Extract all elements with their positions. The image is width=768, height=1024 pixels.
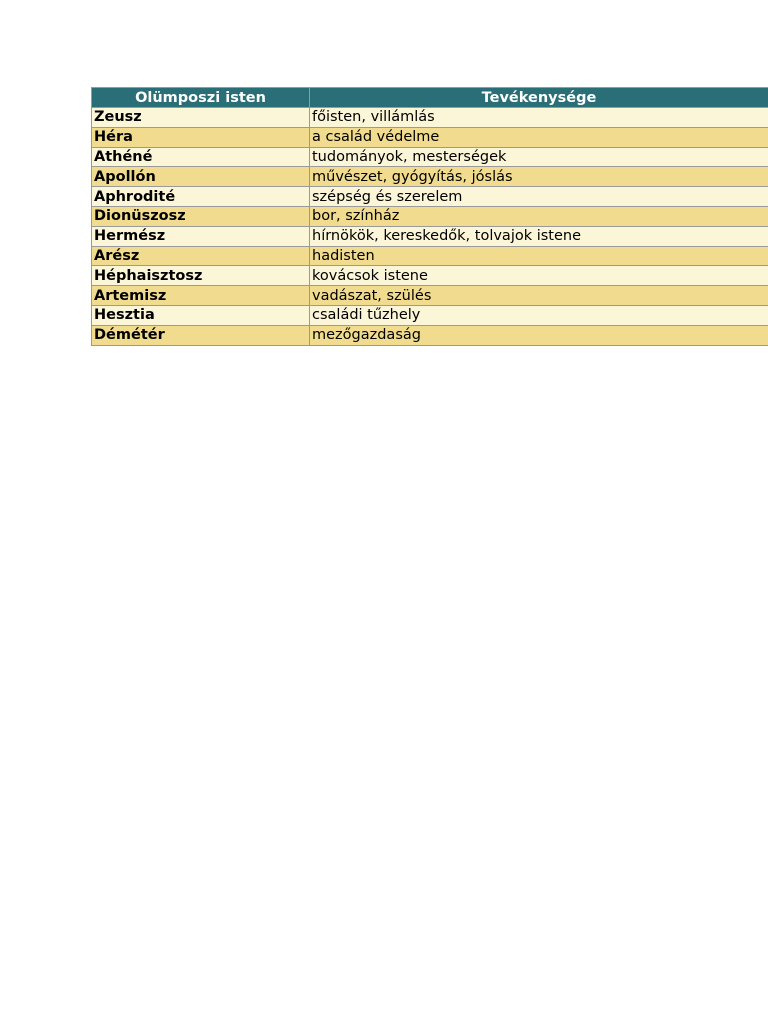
- table-row: [92, 286, 768, 306]
- activity-cell: mezőgazdaság: [310, 325, 768, 345]
- column-header-god: Olümposzi isten: [92, 88, 310, 108]
- activity-cell: kovácsok istene: [310, 266, 768, 286]
- activity-cell: családi tűzhely: [310, 305, 768, 325]
- table-row: [92, 246, 768, 266]
- activity-cell: szépség és szerelem: [310, 187, 768, 207]
- table-row: [92, 266, 768, 286]
- god-name-cell: Aphrodité: [92, 187, 310, 207]
- column-header-activity: Tevékenysége: [310, 88, 768, 108]
- activity-cell: tudományok, mesterségek: [310, 147, 768, 167]
- table-header-row: [92, 88, 768, 108]
- activity-cell: hírnökök, kereskedők, tolvajok istene: [310, 226, 768, 246]
- table-row: [92, 167, 768, 187]
- activity-cell: hadisten: [310, 246, 768, 266]
- god-name-cell: Hesztia: [92, 305, 310, 325]
- god-name-cell: Dionüszosz: [92, 206, 310, 226]
- god-name-cell: Héra: [92, 127, 310, 147]
- activity-cell: a család védelme: [310, 127, 768, 147]
- god-name-cell: Apollón: [92, 167, 310, 187]
- table-row: [92, 325, 768, 345]
- god-name-cell: Zeusz: [92, 108, 310, 128]
- table-row: [92, 226, 768, 246]
- table-row: [92, 305, 768, 325]
- god-name-cell: Démétér: [92, 325, 310, 345]
- god-name-cell: Artemisz: [92, 286, 310, 306]
- god-name-cell: Hermész: [92, 226, 310, 246]
- activity-cell: főisten, villámlás: [310, 108, 768, 128]
- table-row: [92, 108, 768, 128]
- table-row: [92, 206, 768, 226]
- activity-cell: vadászat, szülés: [310, 286, 768, 306]
- table-row: [92, 187, 768, 207]
- god-name-cell: Héphaisztosz: [92, 266, 310, 286]
- activity-cell: bor, színház: [310, 206, 768, 226]
- god-name-cell: Athéné: [92, 147, 310, 167]
- god-name-cell: Arész: [92, 246, 310, 266]
- table-row: [92, 147, 768, 167]
- table-row: [92, 127, 768, 147]
- activity-cell: művészet, gyógyítás, jóslás: [310, 167, 768, 187]
- olympian-gods-table: [91, 87, 768, 346]
